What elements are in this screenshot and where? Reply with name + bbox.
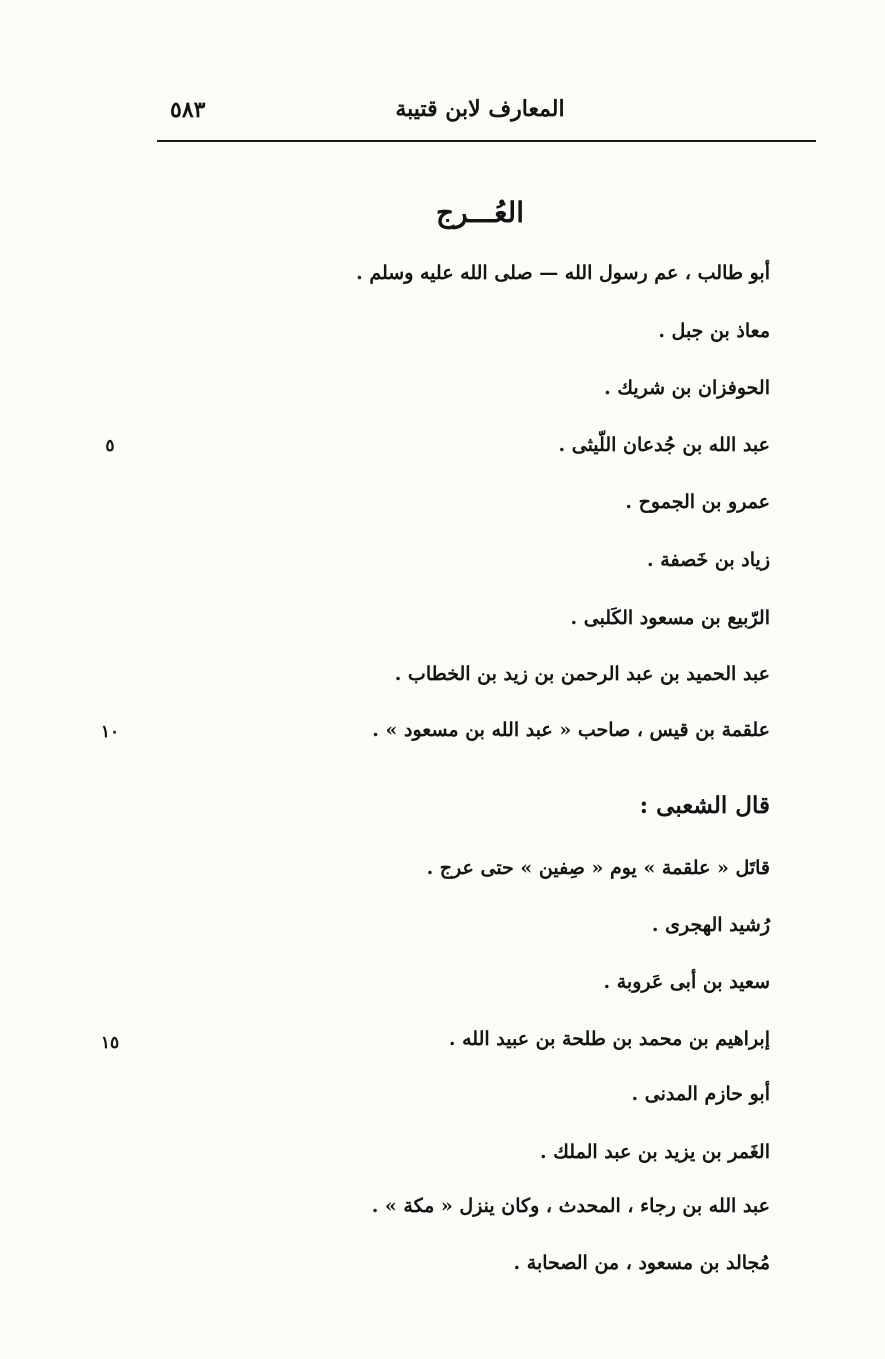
- entry-line: عبد الحميد بن عبد الرحمن بن زيد بن الخطاب .: [394, 663, 770, 685]
- entry-line: الحوفزان بن شريك .: [604, 377, 770, 399]
- entry-line: إبراهيم بن محمد بن طلحة بن عبيد الله .: [448, 1028, 770, 1050]
- header-rule: [157, 140, 816, 142]
- entry-line: أبو طالب ، عم رسول الله — صلى الله عليه وسلم .: [356, 262, 770, 284]
- entry-line: عبد الله بن جُدعان اللّيثى .: [558, 434, 770, 456]
- margin-line-number: ٥: [105, 436, 115, 456]
- quote-intro: قال الشعبى :: [639, 792, 770, 819]
- entry-line: أبو حازم المدنى .: [631, 1083, 770, 1105]
- section-title: العُـــرج: [436, 196, 524, 229]
- margin-line-number: ١٥: [100, 1033, 120, 1053]
- entry-line: سعيد بن أبى عَروبة .: [603, 971, 770, 993]
- entry-line: الغَمر بن يزيد بن عبد الملك .: [540, 1141, 770, 1163]
- page-number: ٥٨٣: [170, 97, 206, 123]
- entry-line: عمرو بن الجموح .: [625, 491, 770, 513]
- running-header-title: المعارف لابن قتيبة: [395, 96, 565, 122]
- entry-line: علقمة بن قيس ، صاحب « عبد الله بن مسعود » .: [372, 719, 770, 741]
- entry-line: الرّبيع بن مسعود الكَلبى .: [570, 607, 770, 629]
- entry-line: عبد الله بن رجاء ، المحدث ، وكان ينزل « مكة » .: [371, 1195, 770, 1217]
- entry-line: قاتَل « علقمة » يوم « صِفين » حتى عرج .: [426, 857, 770, 879]
- margin-line-number: ١٠: [100, 722, 120, 742]
- entry-line: رُشيد الهجرى .: [651, 914, 770, 936]
- entry-line: معاذ بن جبل .: [658, 320, 770, 342]
- entry-line: مُجالد بن مسعود ، من الصحابة .: [513, 1252, 770, 1274]
- entry-line: زياد بن خَصفة .: [647, 549, 770, 571]
